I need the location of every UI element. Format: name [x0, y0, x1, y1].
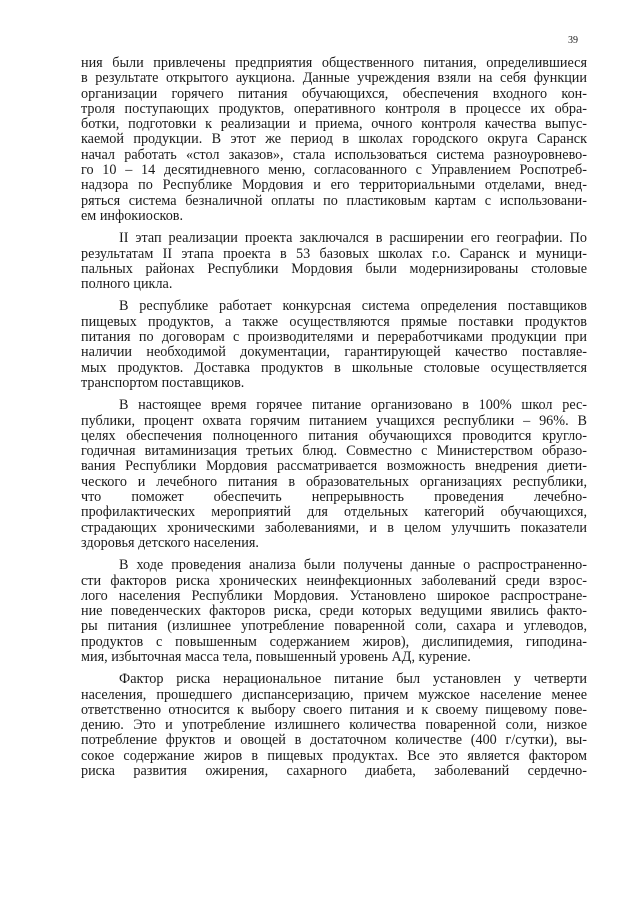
paragraph: [81, 231, 587, 292]
text-line: В настоящее время горячее питание организовано в 100% школ рес-: [119, 397, 587, 414]
paragraph: [81, 558, 587, 665]
text-line: В республике работает конкурсная система определения поставщиков: [119, 298, 587, 315]
text-line: результатам II этапа проекта в 53 базовых школах г.о. Саранск и муници-: [81, 245, 587, 262]
text-line: пищевых продуктов, а также осуществляются прямые поставки продуктов: [81, 313, 587, 330]
text-line: транспортом поставщиков.: [81, 374, 245, 391]
text-line: населения, прошедшего диспансеризацию, причем мужское население менее: [81, 686, 587, 703]
page-number: 39: [568, 35, 578, 46]
text-line: ряться система безналичной оплаты по пластиковым картам с использовани-: [81, 192, 587, 209]
text-line: потребление фруктов и овощей в достаточном количестве (400 г/сутки), вы-: [81, 732, 587, 749]
text-line: II этап реализации проекта заключался в расширении его географии. По: [119, 230, 587, 247]
text-line: сти факторов риска хронических неинфекционных заболеваний среди взрос-: [81, 572, 587, 589]
paragraph: [81, 299, 587, 391]
text-line: питания по договорам с производителями и переработчиками продукции при: [81, 329, 587, 346]
text-line: ние поведенческих факторов риска, среди которых ведущими явились факто-: [81, 603, 587, 620]
text-line: здоровья детского населения.: [81, 534, 259, 551]
text-line: вания Республики Мордовия рассматривается возможность внедрения диети-: [81, 458, 587, 475]
text-line: пальных районах Республики Мордовия были модернизированы столовые: [81, 260, 587, 277]
text-line: мия, избыточная масса тела, повышенный уровень АД, курение.: [81, 648, 471, 665]
text-line: ботки, подготовки к реализации и приема, очного контроля качества выпус-: [81, 116, 587, 133]
text-line: продуктов с повышенным содержанием жиров), дислипидемия, гиподина-: [81, 633, 587, 650]
text-line: В ходе проведения анализа были получены данные о распространенно-: [119, 557, 587, 574]
text-line: риска развития ожирения, сахарного диабета, заболеваний сердечно-: [81, 763, 587, 780]
text-line: Фактор риска нерациональное питание был установлен у четверти: [119, 671, 587, 688]
text-line: лого населения Республики Мордовия. Установлено широкое распростране-: [81, 587, 587, 604]
text-line: ния были привлечены предприятия общественного питания, определившиеся: [81, 55, 587, 71]
text-line: надзора по Республике Мордовия и его территориальными отделами, внед-: [81, 177, 587, 194]
text-line: полного цикла.: [81, 276, 173, 293]
text-line: мых продуктов. Доставка продуктов в школьные столовые осуществляется: [81, 359, 587, 376]
text-line: троля поступающих продуктов, оперативного контроля в процессе их обра-: [81, 100, 587, 117]
text-line: профилактических мероприятий для отдельных категорий обучающихся,: [81, 504, 587, 521]
text-line: начал работать «стол заказов», стала использоваться система разноуровнево-: [81, 146, 587, 163]
text-line: ответственно относится к выбору своего питания и к своему пищевому пове-: [81, 701, 587, 718]
text-line: в результате открытого аукциона. Данные учреждения взяли на себя функции: [81, 70, 587, 87]
text-line: го 10 – 14 десятидневного меню, согласованного с Управлением Роспотреб-: [81, 162, 587, 179]
text-line: страдающих хроническими заболеваниями, и в целом улучшить показатели: [81, 519, 587, 536]
text-line: наличии необходимой документации, гарантирующей качество поставляе-: [81, 344, 587, 361]
text-line: целях обеспечения полноценного питания обучающихся проводится кругло-: [81, 427, 587, 444]
document-body: [81, 56, 587, 786]
text-line: ем инфокиосков.: [81, 207, 184, 224]
text-line: каемой продукции. В этот же период в школах городского округа Саранск: [81, 131, 587, 148]
text-line: публики, процент охвата горячим питанием учащихся республики – 96%. В: [81, 412, 587, 429]
text-line: дению. Это и употребление излишнего количества поваренной соли, низкое: [81, 717, 587, 734]
text-line: годичная витаминизация третьих блюд. Совместно с Министерством образо-: [81, 443, 587, 460]
paragraph: [81, 398, 587, 551]
paragraph: [81, 672, 587, 779]
text-line: что поможет обеспечить непрерывность проведения лечебно-: [81, 489, 587, 506]
text-line: сокое содержание жиров в пищевых продуктах. Все это является фактором: [81, 747, 587, 764]
text-line: ческого и лечебного питания в образовательных организациях республики,: [81, 473, 587, 490]
text-line: ры питания (излишнее употребление поваренной соли, сахара и углеводов,: [81, 618, 587, 635]
paragraph: [81, 56, 587, 224]
text-line: организации горячего питания обучающихся, обеспечения входного кон-: [81, 85, 587, 102]
